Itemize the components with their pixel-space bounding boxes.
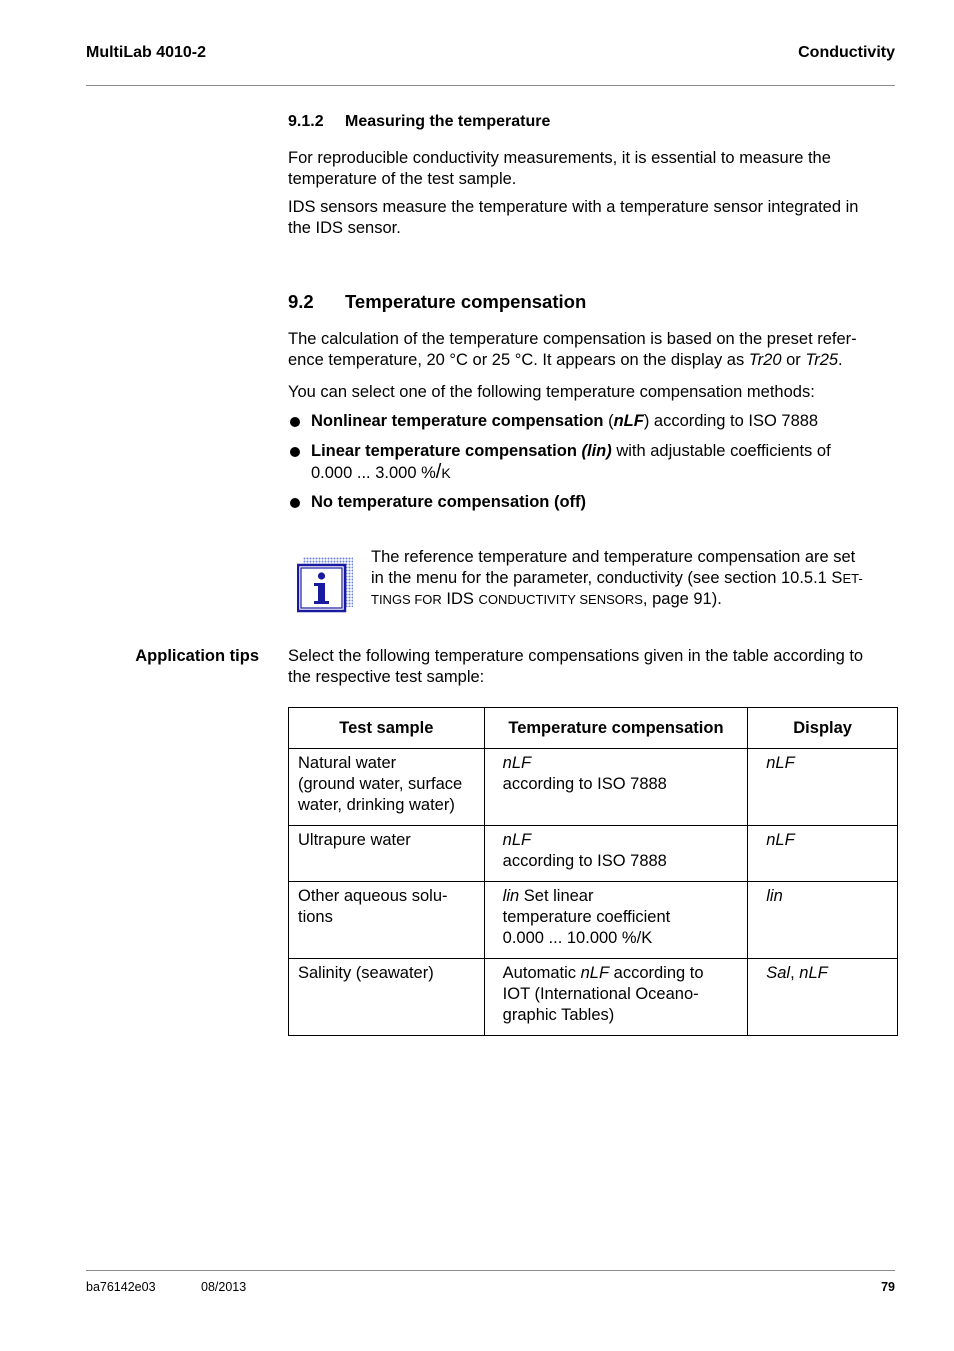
table-row	[289, 882, 898, 959]
footer-date: 08/2013	[201, 1280, 247, 1294]
margin-label: Application tips	[135, 647, 259, 665]
table-row	[289, 959, 898, 1036]
display-code: nLF	[613, 412, 644, 430]
text-fragment: (	[603, 412, 614, 430]
text-line: (ground water, surface	[298, 775, 463, 793]
info-note-text	[371, 547, 896, 610]
text-fragment: with adjustable coefficients of	[611, 442, 831, 460]
compensation-table	[288, 707, 898, 1036]
text-line: The reference temperature and temperature compensation are set	[371, 548, 856, 566]
text-line: 0.000 ... 10.000 %/K	[502, 929, 653, 947]
text-line: tions	[298, 908, 333, 926]
section-912-para2	[288, 197, 896, 239]
section-92-heading	[288, 291, 586, 313]
table-row	[289, 826, 898, 882]
table-cell	[484, 749, 748, 826]
text-line: the respective test sample:	[288, 668, 485, 686]
table-cell	[748, 959, 898, 1036]
table-cell	[289, 826, 485, 882]
header-chapter: Conductivity	[798, 44, 895, 61]
info-icon	[297, 557, 353, 613]
display-code: nLF	[799, 964, 828, 982]
text-fragment: according to	[609, 964, 704, 982]
table-cell	[484, 826, 748, 882]
display-code: lin	[502, 887, 520, 905]
section-title: Measuring the temperature	[345, 113, 551, 130]
bullet-dot	[290, 417, 300, 427]
text-line: Ultrapure water	[298, 831, 411, 849]
header-title: MultiLab 4010-2	[86, 44, 207, 61]
text-fragment: 0.000 ... 3.000 %	[311, 464, 436, 482]
text-fragment: Automatic	[502, 964, 581, 982]
display-code: nLF	[766, 831, 795, 849]
column-header: Temperature compensation	[484, 708, 748, 749]
footer-doc-id: ba76142e03	[86, 1280, 156, 1294]
text-fragment: IDS	[441, 590, 479, 608]
text-line: temperature of the test sample.	[288, 170, 517, 188]
table-cell	[289, 959, 485, 1036]
text-line: Select the following temperature compensations given in the table according to	[288, 647, 864, 665]
bullet-bold: Linear temperature compensation	[311, 442, 577, 460]
footer-rule	[86, 1270, 895, 1271]
column-header: Test sample	[289, 708, 485, 749]
text-fragment: Set linear	[519, 887, 594, 905]
text-line: Salinity (seawater)	[298, 964, 434, 982]
section-number: 9.1.2	[288, 113, 324, 130]
text-fragment: K	[441, 465, 451, 481]
bullet-dot	[290, 447, 300, 457]
text-line: IOT (International Oceano-	[502, 985, 699, 1003]
text-fragment: or	[781, 351, 806, 369]
text-fragment: /	[435, 461, 442, 483]
text-line: temperature coefficient	[502, 908, 671, 926]
section-number: 9.2	[288, 291, 314, 312]
section-92-para2: You can select one of the following temperature compensation methods:	[288, 383, 815, 401]
application-tips-para	[288, 646, 896, 688]
page-number: 79	[881, 1280, 895, 1294]
text-line: graphic Tables)	[502, 1006, 615, 1024]
section-92-para1	[288, 329, 896, 371]
display-code: Tr25	[805, 351, 839, 369]
text-line: ence temperature, 20 °C or 25 °C. It appears on the display as	[288, 351, 749, 369]
table-cell	[484, 882, 748, 959]
bullet-bold: No temperature compensation (off)	[311, 493, 587, 511]
column-header: Display	[748, 708, 898, 749]
section-title: Temperature compensation	[345, 291, 587, 312]
text-line: IDS sensors measure the temperature with a temperature sensor integrated in	[288, 198, 859, 216]
section-912-heading	[288, 112, 550, 132]
text-fragment: CONDUCTIVITY SENSORS	[478, 592, 643, 607]
text-fragment: TINGS FOR	[371, 592, 442, 607]
section-912-para1	[288, 148, 896, 190]
text-fragment: ) according to ISO 7888	[643, 412, 819, 430]
text-line: Natural water	[298, 754, 397, 772]
table-cell	[484, 959, 748, 1036]
display-code: nLF	[502, 831, 532, 849]
display-code: Sal	[766, 964, 791, 982]
text-line: water, drinking water)	[298, 796, 455, 814]
table-row	[289, 749, 898, 826]
display-code: lin	[766, 887, 783, 905]
bullet-bold: Nonlinear temperature compensation	[311, 412, 604, 430]
text-fragment: ET-	[842, 571, 863, 586]
text-line: Other aqueous solu-	[298, 887, 448, 905]
text-line: the IDS sensor.	[288, 219, 401, 237]
display-code: nLF	[580, 964, 610, 982]
table-cell	[748, 826, 898, 882]
table-header-row	[289, 708, 898, 749]
text-line: For reproducible conductivity measurements, it is essential to measure the	[288, 149, 831, 167]
table-cell	[748, 882, 898, 959]
text-fragment: , page 91).	[642, 590, 722, 608]
table-cell	[748, 749, 898, 826]
display-code: nLF	[502, 754, 532, 772]
table-cell	[289, 882, 485, 959]
text-fragment: ,	[790, 964, 800, 982]
display-code: Tr20	[748, 351, 782, 369]
text-line: according to ISO 7888	[502, 852, 667, 870]
display-code: (lin)	[581, 442, 612, 460]
display-code: nLF	[766, 754, 795, 772]
bullet-dot	[290, 498, 300, 508]
table-cell	[289, 749, 485, 826]
text-line: The calculation of the temperature compensation is based on the preset refer-	[288, 330, 857, 348]
text-line: according to ISO 7888	[502, 775, 667, 793]
text-fragment: .	[838, 351, 843, 369]
text-fragment: in the menu for the parameter, conductivity (see section 10.5.1 S	[371, 569, 843, 587]
header-rule	[86, 85, 895, 86]
